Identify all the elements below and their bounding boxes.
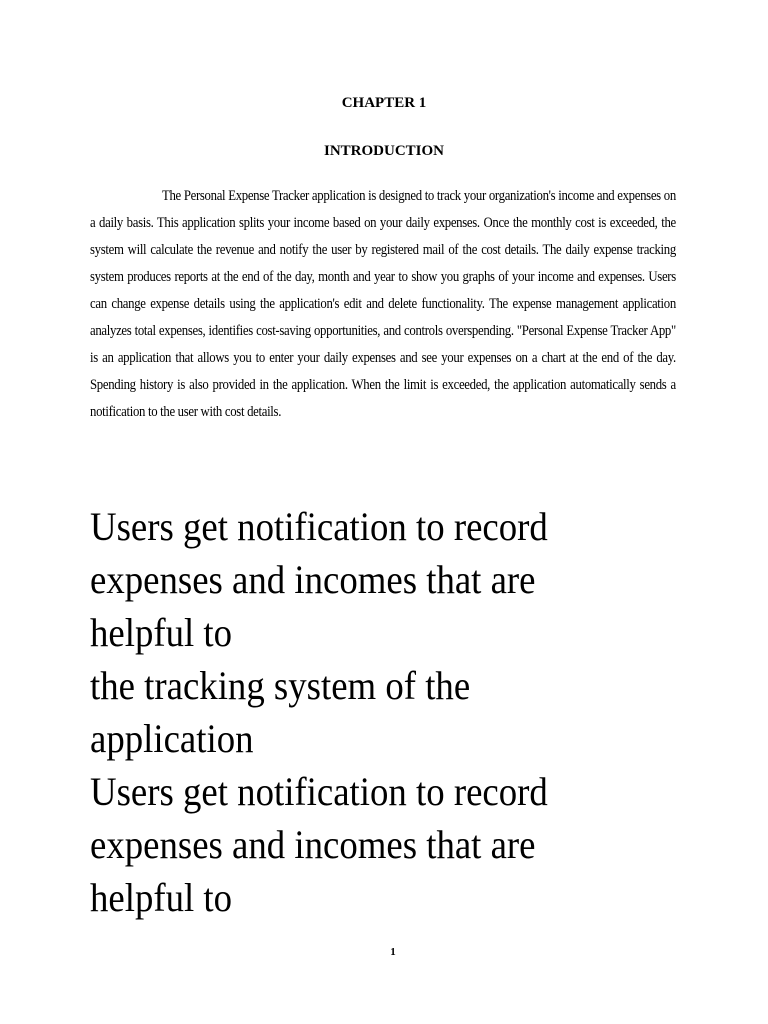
section-heading: INTRODUCTION bbox=[323, 143, 444, 159]
introduction-paragraph: The Personal Expense Tracker application is designed to track your organization's income and expenses on a daily basis. This application splits your income based on your daily expenses. Once the monthly cost is exceeded, the system will calculate the revenue and notify the user by registered mail of the cost details. The daily expense tracking system produces reports at the end of the day, month and year to show you graphs of your income and expenses. Users can change expense details using the application's edit and delete functionality. The expense management application analyzes total expenses, identifies cost-saving opportunities, and controls overspending. "Personal Expense Tracker App" is an application that allows you to enter your daily expenses and see your expenses on a chart at the end of the day. Spending history is also provided in the application. When the limit is exceeded, the application automatically sends a notification to the user with cost details. bbox=[90, 188, 676, 420]
large-text-line: expenses and incomes that are bbox=[90, 557, 536, 602]
large-text-line: the tracking system of the bbox=[90, 663, 471, 708]
large-text-block bbox=[90, 500, 740, 924]
large-text-line: Users get notification to record bbox=[90, 769, 548, 814]
chapter-heading: CHAPTER 1 bbox=[341, 95, 427, 111]
large-text-line: Users get notification to record bbox=[90, 504, 548, 549]
large-text-line: helpful to bbox=[90, 610, 233, 655]
large-text-line: helpful to bbox=[90, 875, 233, 920]
page-number: 1 bbox=[390, 946, 396, 958]
large-text-line: application bbox=[90, 716, 254, 761]
large-text-line: expenses and incomes that are bbox=[90, 822, 536, 867]
